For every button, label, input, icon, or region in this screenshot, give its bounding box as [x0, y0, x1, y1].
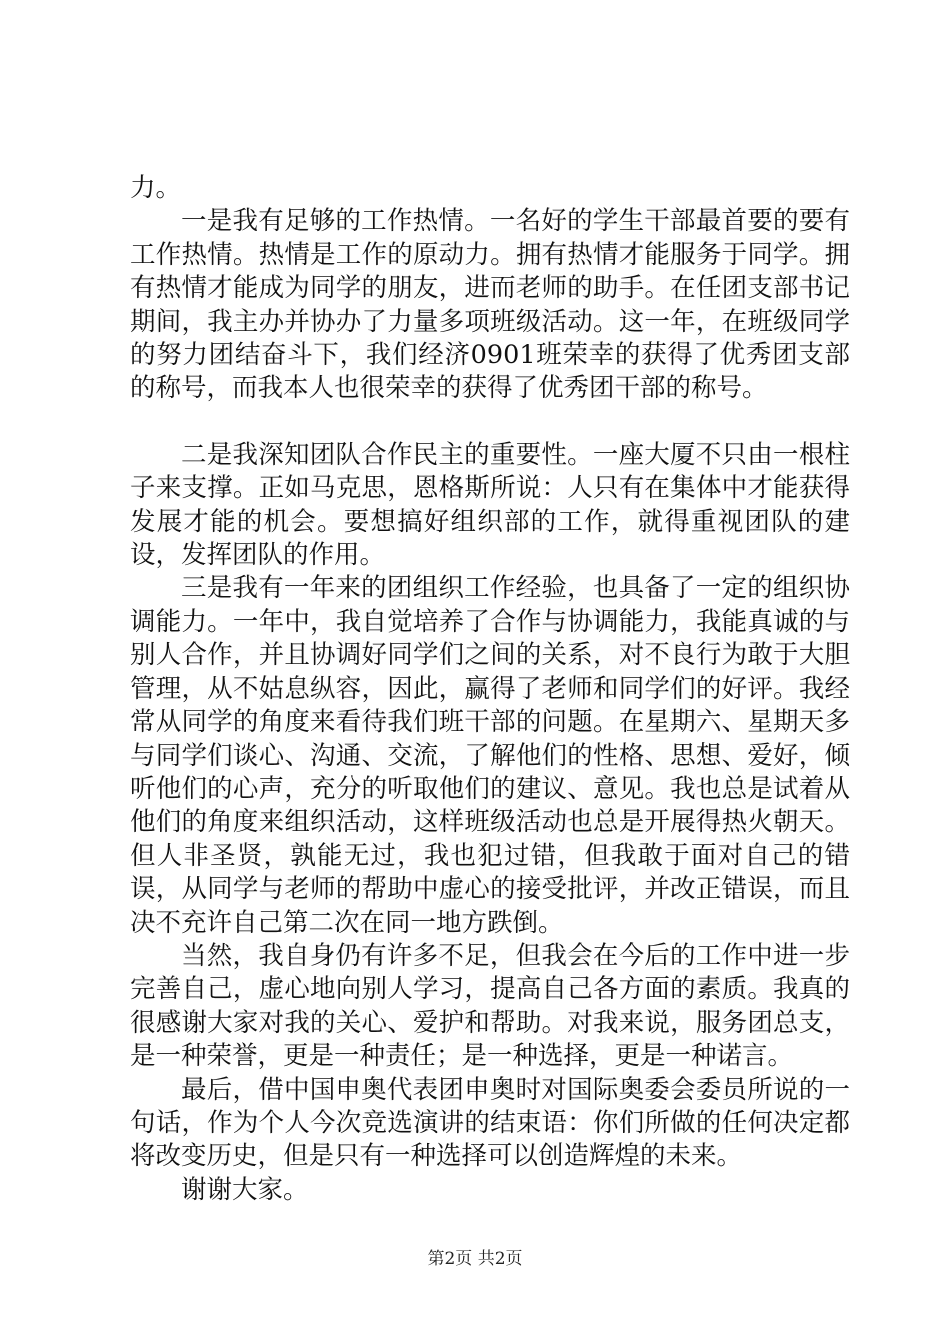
paragraph-experience: 三是我有一年来的团组织工作经验，也具备了一定的组织协调能力。一年中，我自觉培养了合作与协调能力，我能真诚的与别人合作，并且协调好同学们之间的关系，对不良行为敢于大胆管理，从不姑息纵容，因此，赢得了老师和同学们的好评。我经常从同学的角度来看待我们班干部的问题。在星期六、星期天多与同学们谈心、沟通、交流，了解他们的性格、思想、爱好，倾听他们的心声，充分的听取他们的建议、意见。我也总是试着从他们的角度来组织活动，这样班级活动也总是开展得热火朝天。但人非圣贤，孰能无过，我也犯过错，但我敢于面对自己的错误，从同学与老师的帮助中虚心的接受批评，并改正错误，而且决不充许自己第二次在同一地方跌倒。	[130, 573, 850, 938]
paragraph-continuation: 力。	[130, 173, 182, 203]
page-footer: 第2页 共2页	[427, 1249, 523, 1269]
paragraph-closing: 最后，借中国申奥代表团申奥时对国际奥委会委员所说的一句话，作为个人今次竞选演讲的结束语：你们所做的任何决定都将改变历史，但是只有一种选择可以创造辉煌的未来。	[130, 1074, 850, 1172]
paragraph-shortcomings: 当然，我自身仍有许多不足，但我会在今后的工作中进一步完善自己，虚心地向别人学习，提高自己各方面的素质。我真的很感谢大家对我的关心、爱护和帮助。对我来说，服务团总支，是一种荣誉，更是一种责任；是一种选择，更是一种诺言。	[130, 940, 850, 1072]
paragraph-thanks: 谢谢大家。	[181, 1174, 309, 1205]
document-body	[130, 172, 850, 1207]
paragraph-teamwork: 二是我深知团队合作民主的重要性。一座大厦不只由一根柱子来支撑。正如马克思，恩格斯所说：人只有在集体中才能获得发展才能的机会。要想搞好组织部的工作，就得重视团队的建设，发挥团队的作用。	[130, 439, 850, 571]
paragraph-work-enthusiasm: 一是我有足够的工作热情。一名好的学生干部最首要的要有工作热情。热情是工作的原动力。拥有热情才能服务于同学。拥有热情才能成为同学的朋友，进而老师的助手。在任团支部书记期间，我主办并协办了力量多项班级活动。这一年，在班级同学的努力团结奋斗下，我们经济0901班荣幸的获得了优秀团支部的称号，而我本人也很荣幸的获得了优秀团干部的称号。	[130, 206, 850, 404]
